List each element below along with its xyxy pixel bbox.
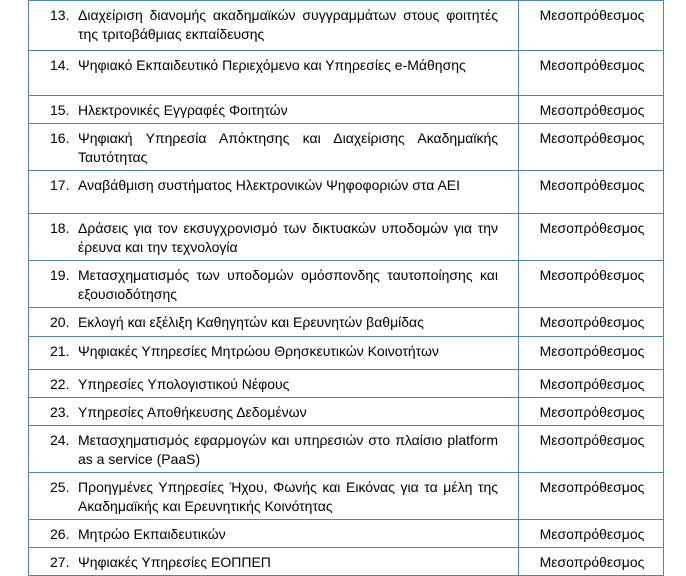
item-cell	[29, 398, 519, 426]
table-row	[29, 337, 664, 370]
item-title: Ηλεκτρονικές Εγγραφές Φοιτητών	[78, 102, 288, 118]
table-row	[29, 96, 664, 124]
table-row	[29, 370, 664, 398]
item-cell	[29, 520, 519, 548]
item-title: Μετασχηματισμός των υποδομών ομόσπονδης ταυτοποίησης και εξουσιοδότησης	[78, 267, 498, 302]
item-cell	[29, 51, 519, 96]
table-row	[29, 261, 664, 308]
item-number: 23.	[50, 404, 70, 420]
item-number: 16.	[50, 130, 70, 146]
term-cell: Μεσοπρόθεσμος	[519, 370, 664, 398]
table-row	[29, 473, 664, 520]
item-number: 17.	[50, 177, 70, 193]
term-cell: Μεσοπρόθεσμος	[519, 398, 664, 426]
item-title: Δράσεις για τον εκσυγχρονισμό των δικτυακών υποδομών για την έρευνα και την τεχνολογία	[78, 220, 498, 255]
table-row	[29, 1, 664, 51]
item-cell	[29, 214, 519, 261]
term-cell: Μεσοπρόθεσμος	[519, 548, 664, 576]
item-cell	[29, 426, 519, 473]
item-cell	[29, 124, 519, 171]
table-row	[29, 124, 664, 171]
item-cell	[29, 548, 519, 576]
item-title: Προηγμένες Υπηρεσίες Ήχου, Φωνής και Εικόνας για τα μέλη της Ακαδημαϊκής και Ερευνητικής Κοινότητας	[78, 479, 498, 514]
term-cell: Μεσοπρόθεσμος	[519, 214, 664, 261]
item-cell	[29, 1, 519, 51]
item-number: 13.	[50, 7, 70, 23]
item-number: 26.	[50, 526, 70, 542]
term-cell: Μεσοπρόθεσμος	[519, 520, 664, 548]
item-cell	[29, 261, 519, 308]
term-cell: Μεσοπρόθεσμος	[519, 337, 664, 370]
item-cell	[29, 337, 519, 370]
term-cell: Μεσοπρόθεσμος	[519, 473, 664, 520]
item-number: 24.	[50, 432, 70, 448]
item-number: 21.	[50, 343, 70, 359]
item-number: 15.	[50, 102, 70, 118]
term-cell: Μεσοπρόθεσμος	[519, 96, 664, 124]
projects-table	[28, 0, 664, 576]
item-title: Μητρώο Εκπαιδευτικών	[78, 526, 226, 542]
item-title: Αναβάθμιση συστήματος Ηλεκτρονικών Ψηφοφοριών στα ΑΕΙ	[78, 177, 461, 193]
table-row	[29, 214, 664, 261]
item-number: 19.	[50, 267, 70, 283]
item-cell	[29, 308, 519, 337]
item-title: Εκλογή και εξέλιξη Καθηγητών και Ερευνητών βαθμίδας	[78, 314, 424, 330]
table-row	[29, 426, 664, 473]
item-number: 22.	[50, 376, 70, 392]
item-number: 20.	[50, 314, 70, 330]
item-title: Ψηφιακή Υπηρεσία Απόκτησης και Διαχείρισης Ακαδημαϊκής Ταυτότητας	[78, 130, 498, 165]
table-row	[29, 308, 664, 337]
item-number: 18.	[50, 220, 70, 236]
item-title: Μετασχηματισμός εφαρμογών και υπηρεσιών στο πλαίσιο platform as a service (PaaS)	[78, 432, 498, 467]
item-title: Υπηρεσίες Αποθήκευσης Δεδομένων	[78, 404, 307, 420]
table-row	[29, 51, 664, 96]
item-number: 14.	[50, 57, 70, 73]
item-number: 25.	[50, 479, 70, 495]
item-title: Υπηρεσίες Υπολογιστικού Νέφους	[78, 376, 290, 392]
item-cell	[29, 473, 519, 520]
item-cell	[29, 171, 519, 214]
term-cell: Μεσοπρόθεσμος	[519, 171, 664, 214]
term-cell: Μεσοπρόθεσμος	[519, 261, 664, 308]
item-cell	[29, 96, 519, 124]
item-number: 27.	[50, 554, 70, 570]
projects-table-body	[29, 1, 664, 576]
table-row	[29, 171, 664, 214]
item-title: Ψηφιακές Υπηρεσίες ΕΟΠΠΕΠ	[78, 554, 271, 570]
term-cell: Μεσοπρόθεσμος	[519, 51, 664, 96]
term-cell: Μεσοπρόθεσμος	[519, 124, 664, 171]
term-cell: Μεσοπρόθεσμος	[519, 1, 664, 51]
table-row	[29, 398, 664, 426]
table-row	[29, 520, 664, 548]
item-title: Διαχείριση διανομής ακαδημαϊκών συγγραμμάτων στους φοιτητές της τριτοβάθμιας εκπαίδευσης	[78, 7, 498, 42]
term-cell: Μεσοπρόθεσμος	[519, 308, 664, 337]
term-cell: Μεσοπρόθεσμος	[519, 426, 664, 473]
table-row	[29, 548, 664, 576]
item-title: Ψηφιακό Εκπαιδευτικό Περιεχόμενο και Υπηρεσίες e-Μάθησης	[78, 57, 466, 73]
item-title: Ψηφιακές Υπηρεσίες Μητρώου Θρησκευτικών Κοινοτήτων	[78, 343, 439, 359]
item-cell	[29, 370, 519, 398]
